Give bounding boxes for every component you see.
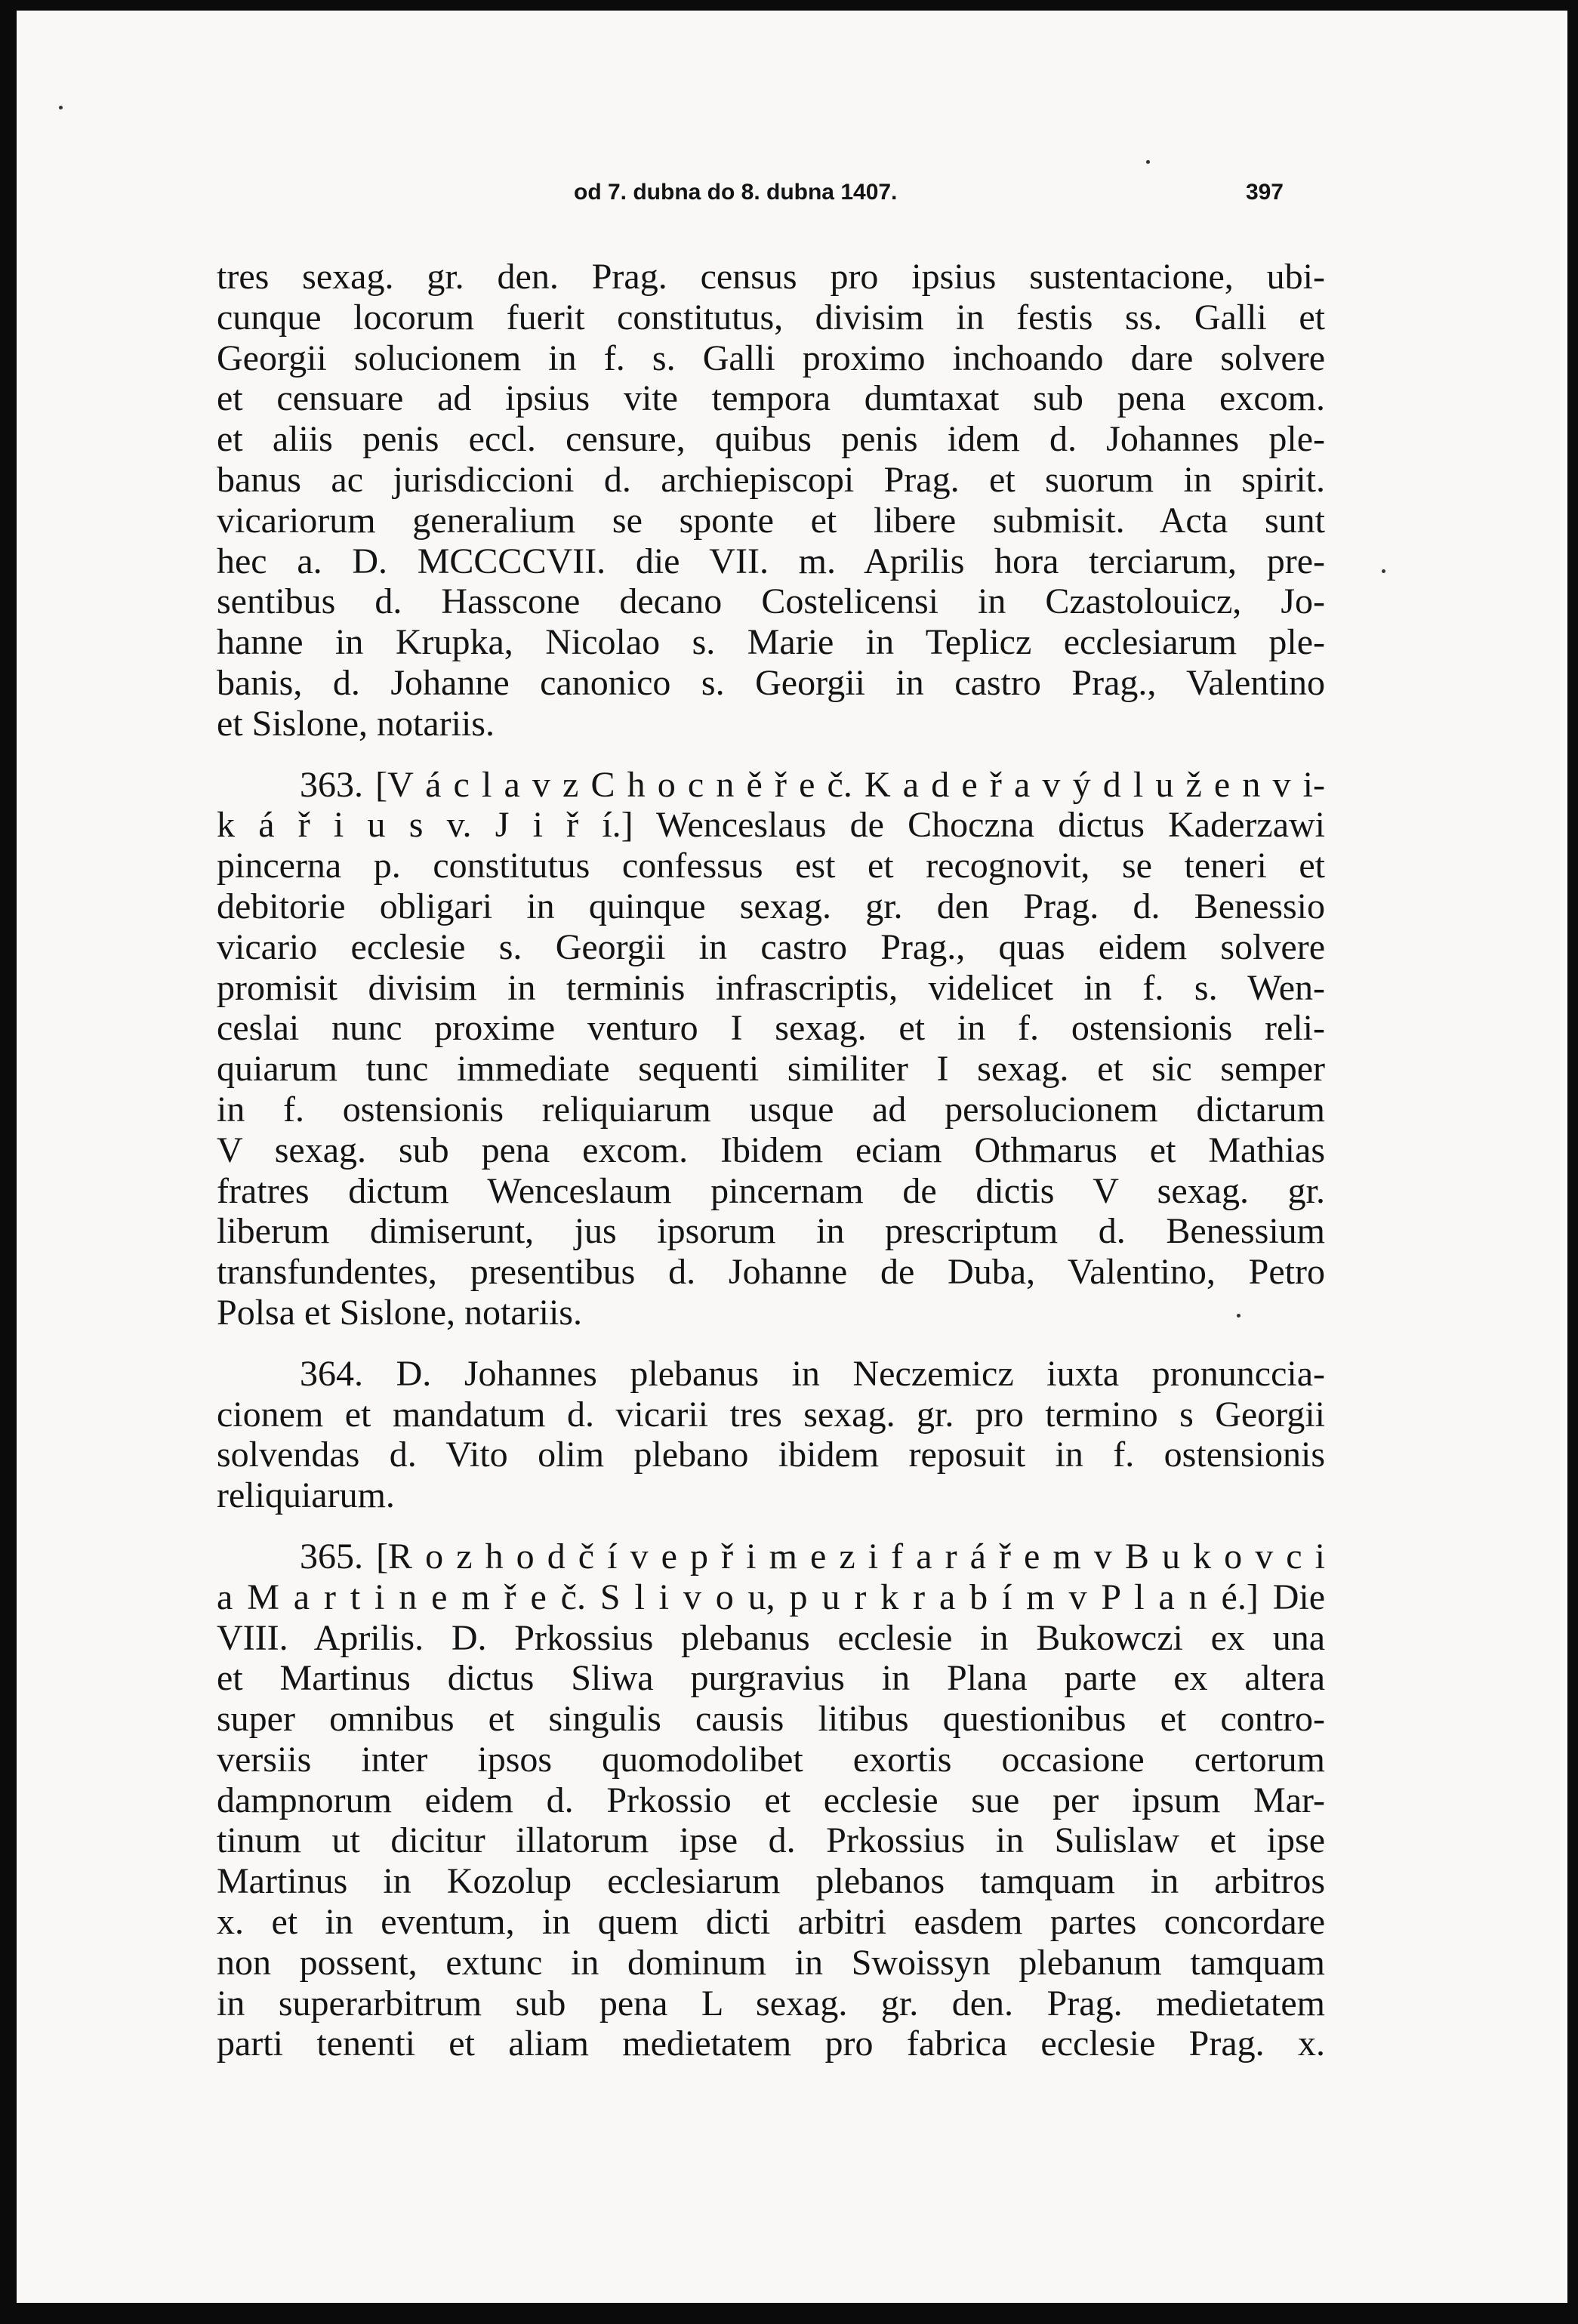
text-line: in superarbitrum sub pena L sexag. gr. den. Prag. medietatem bbox=[217, 1983, 1325, 2023]
entry-364-heading: 364. D. Johannes plebanus in Neczemicz iuxta pronuncciа- bbox=[300, 1353, 1325, 1394]
scan-border-top bbox=[0, 0, 1578, 11]
scan-border-bottom bbox=[0, 2303, 1578, 2324]
text-line: quiarum tunc immediate sequenti similiter I sexag. et sic semper bbox=[217, 1049, 1325, 1090]
text-line: in f. ostensionis reliquiarum usque ad persolucionem dictarum bbox=[217, 1089, 1325, 1130]
text-line: ceslai nunc proxime venturo I sexag. et in f. ostensionis reli- bbox=[217, 1008, 1325, 1049]
text-line: super omnibus et singulis causis litibus questionibus et contro- bbox=[217, 1699, 1325, 1740]
text-line: et Sislone, notariis. bbox=[217, 703, 495, 744]
scan-border-right bbox=[1567, 0, 1578, 2324]
text-line: vicario ecclesie s. Georgii in castro Prag., quas eidem solvere bbox=[217, 926, 1325, 967]
text-line: Polsa et Sislone, notariis. bbox=[217, 1292, 582, 1333]
running-head-title: od 7. dubna do 8. dubna 1407. bbox=[574, 180, 898, 205]
scan-speck bbox=[1382, 569, 1385, 573]
text-line: dampnorum eidem d. Prkossio et ecclesie sue per ipsum Mar- bbox=[217, 1780, 1325, 1820]
text-line: pincerna p. constitutus confessus est et recognovit, se teneri et bbox=[217, 846, 1325, 886]
text-line: hec a. D. MCCCCVII. die VII. m. Aprilis hora terciarum, pre- bbox=[217, 541, 1325, 581]
body-text bbox=[217, 257, 1325, 2064]
text-line: cunque locorum fuerit constitutus, divisim in festis ss. Galli et bbox=[217, 297, 1325, 338]
text-line: VIII. Aprilis. D. Prkossius plebanus ecclesie in Bukowczi ex una bbox=[217, 1617, 1325, 1658]
text-line: solvendas d. Vito olim plebano ibidem reposuit in f. ostensionis bbox=[217, 1435, 1325, 1475]
text-line: sentibus d. Hasscone decano Costelicensi in Czastolouicz, Jo- bbox=[217, 581, 1325, 622]
text-line: promisit divisim in terminis infrascriptis, videlicet in f. s. Wen- bbox=[217, 967, 1325, 1008]
text-line: parti tenenti et aliam medietatem pro fabrica ecclesie Prag. x. bbox=[217, 2023, 1325, 2064]
text-line: x. et in eventum, in quem dicti arbitri easdem partes concordare bbox=[217, 1902, 1325, 1943]
text-line: versiis inter ipsos quomodolibet exortis occasione certorum bbox=[217, 1739, 1325, 1780]
text-line: cionem et mandatum d. vicarii tres sexag. gr. pro termino s Georgii bbox=[217, 1394, 1325, 1435]
scan-border-left bbox=[0, 0, 17, 2324]
text-line: vicariorum generalium se sponte et libere submisit. Acta sunt bbox=[217, 500, 1325, 541]
text-line: Martinus in Kozolup ecclesiarum plebanos tamquam in arbitros bbox=[217, 1861, 1325, 1902]
text-line: banis, d. Johanne canonico s. Georgii in castro Prag., Valentino bbox=[217, 662, 1325, 703]
text-line: et Martinus dictus Sliwa purgravius in Plana parte ex altera bbox=[217, 1658, 1325, 1699]
text-line: tinum ut dicitur illatorum ipse d. Prkossius in Sulislaw et ipse bbox=[217, 1820, 1325, 1861]
text-line: hanne in Krupka, Nicolao s. Marie in Teplicz ecclesiarum ple- bbox=[217, 622, 1325, 663]
text-line: V sexag. sub pena excom. Ibidem eciam Othmarus et Mathias bbox=[217, 1130, 1325, 1170]
text-line: reliquiarum. bbox=[217, 1475, 395, 1516]
entry-363-heading: 363. [V á c l a v z C h o c n ě ř e č. K a d e ř a v ý d l u ž e n v i- bbox=[300, 764, 1325, 805]
text-line: k á ř i u s v. J i ř í.] Wenceslaus de Choczna dictus Kaderzawi bbox=[217, 805, 1325, 846]
text-line: tres sexag. gr. den. Prag. census pro ipsius sustentacione, ubi- bbox=[217, 257, 1325, 297]
text-line: banus ac jurisdiccioni d. archiepiscopi Prag. et suorum in spirit. bbox=[217, 459, 1325, 500]
text-line: a M a r t i n e m ř e č. S l i v o u, p u r k r a b í m v P l a n é.] Die bbox=[217, 1577, 1325, 1617]
text-line: fratres dictum Wenceslaum pincernam de dictis V sexag. gr. bbox=[217, 1170, 1325, 1211]
page-number: 397 bbox=[1245, 180, 1284, 205]
text-line: debitorie obligari in quinque sexag. gr. den Prag. d. Benessio bbox=[217, 886, 1325, 926]
text-line: et aliis penis eccl. censure, quibus penis idem d. Johannes ple- bbox=[217, 419, 1325, 460]
scan-speck bbox=[1146, 160, 1150, 164]
text-line: transfundentes, presentibus d. Johanne de Duba, Valentino, Petro bbox=[217, 1252, 1325, 1293]
entry-365-heading: 365. [R o z h o d č í v e p ř i m e z i f a r á ř e m v B u k o v c i bbox=[300, 1536, 1325, 1577]
text-line: liberum dimiserunt, jus ipsorum in prescriptum d. Benessium bbox=[217, 1211, 1325, 1252]
text-line: et censuare ad ipsius vite tempora dumtaxat sub pena excom. bbox=[217, 378, 1325, 419]
running-head bbox=[574, 180, 1284, 217]
text-line: Georgii solucionem in f. s. Galli proximo inchoando dare solvere bbox=[217, 338, 1325, 378]
scan-speck bbox=[59, 106, 63, 109]
text-line: non possent, extunc in dominum in Swoissyn plebanum tamquam bbox=[217, 1942, 1325, 1983]
